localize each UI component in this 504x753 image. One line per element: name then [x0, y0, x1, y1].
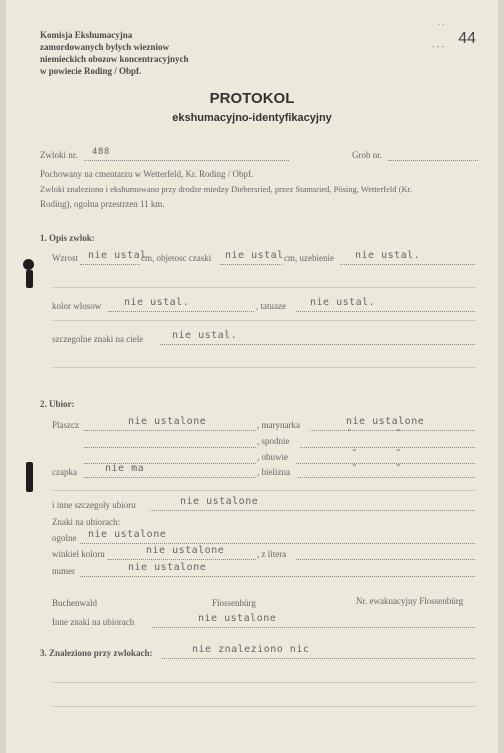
- page-number: 44: [458, 30, 476, 47]
- wzrost-value: nie ustal: [88, 250, 147, 261]
- ditto-mark: ": [396, 428, 402, 437]
- header-line-2: zamordowanych bylych wiezniow: [40, 42, 169, 52]
- zwloki-line: [84, 160, 289, 161]
- litera-line: [296, 559, 475, 560]
- binder-hole: [23, 259, 34, 270]
- winkiel-value: nie ustalone: [146, 545, 225, 556]
- intro-line-2: Zwloki znaleziono i ekshumowano przy drodze miedzy Diebersried, przez Stamsried, Pösing, Wetterfeld (Kr.: [40, 184, 413, 194]
- ditto-mark: ": [396, 463, 402, 472]
- corner-marks-top: . .: [438, 18, 444, 27]
- blank-line: [52, 490, 475, 491]
- flossenburg-label: Flossenbürg: [212, 598, 256, 608]
- znaki-label: szczegolne znaki na ciele: [52, 334, 144, 344]
- nr-ewakuacyjny-label: Nr. ewakuacyjny Flossenbürg: [356, 596, 464, 606]
- litera-label: , z litera: [257, 549, 287, 559]
- inne-znaki-value: nie ustalone: [198, 613, 277, 624]
- grob-label: Grob nr.: [352, 150, 382, 160]
- numer-line: [80, 576, 475, 577]
- inne-znaki-label: Inne znaki na ubiorach: [52, 617, 135, 627]
- ogolne-label: ogolne: [52, 533, 77, 543]
- section-3-value: nie znaleziono nic: [192, 644, 310, 655]
- tatuaze-line: [296, 311, 475, 312]
- znaki-ubior-label: Znaki na ubiorach:: [52, 517, 120, 527]
- wzrost-label: Wzrost: [52, 253, 78, 263]
- intro-line-1: Pochowany na cmentarzu w Wetterfeld, Kr. Roding / Obpf.: [40, 169, 254, 179]
- kolor-label: kolor wlosow: [52, 301, 102, 311]
- ditto-mark: ": [352, 463, 358, 472]
- znaki-line: [160, 344, 475, 345]
- plaszcz-label: Plaszcz: [52, 420, 79, 430]
- cm-label-2: cm, uzebienie: [284, 253, 334, 263]
- numer-label: numer: [52, 566, 75, 576]
- czapka-line: [84, 477, 256, 478]
- header-line-3: niemieckich obozow koncentracyjnych: [40, 54, 189, 64]
- blank-line: [52, 706, 475, 707]
- ditto-mark: ": [396, 448, 402, 457]
- cm-label-1: cm, objetosc czaski: [141, 253, 212, 263]
- ogolne-value: nie ustalone: [88, 529, 167, 540]
- ditto-mark: ": [347, 428, 353, 437]
- tatuaze-value: nie ustal.: [310, 297, 376, 308]
- spodnie-label: , spodnie: [257, 436, 290, 446]
- inne-line: [150, 510, 475, 511]
- plaszcz-line: [84, 430, 256, 431]
- obuwie-label: , obuwie: [257, 452, 288, 462]
- kolor-value: nie ustal.: [124, 297, 190, 308]
- zwloki-label: Zwloki nr.: [40, 150, 78, 160]
- inne-label: i inne szczegoly ubioru: [52, 500, 136, 510]
- blank-line: [52, 320, 475, 321]
- inne-value: nie ustalone: [180, 496, 259, 507]
- ditto-mark: ": [352, 448, 358, 457]
- winkiel-label: winkiel koloru: [52, 549, 105, 559]
- section-2-heading: 2. Ubior:: [40, 399, 75, 409]
- czaszka-line: [220, 264, 282, 265]
- uzebienie-line: [340, 264, 475, 265]
- uzebienie-value: nie ustal.: [355, 250, 421, 261]
- wzrost-line: [80, 264, 140, 265]
- intro-line-3: Roding), ogolna przestrzen 11 km.: [40, 199, 165, 209]
- marynarka-value: nie ustalone: [346, 416, 425, 427]
- blank-line: [52, 287, 475, 288]
- blank-dotted-line: [84, 447, 256, 448]
- ogolne-line: [80, 543, 475, 544]
- kolor-line: [108, 311, 254, 312]
- corner-marks-bottom: - - -: [432, 42, 444, 51]
- inne-znaki-line: [152, 627, 475, 628]
- marynarka-line: [310, 430, 475, 431]
- marynarka-label: , marynarka: [257, 420, 300, 430]
- bielizna-label: , bielizna: [257, 467, 290, 477]
- document-subtitle: ekshumacyjno-identyfikacyjny: [172, 112, 332, 124]
- znaki-value: nie ustal.: [172, 330, 238, 341]
- spodnie-line: [300, 447, 475, 448]
- binder-hole: [26, 270, 33, 288]
- zwloki-value: 488: [92, 147, 110, 157]
- bielizna-line: [298, 477, 475, 478]
- tatuaze-label: , tatuaze: [256, 301, 286, 311]
- buchenwald-label: Buchenwald: [52, 598, 97, 608]
- winkiel-line: [108, 559, 256, 560]
- document-title: PROTOKOL: [209, 90, 295, 107]
- section-1-heading: 1. Opis zwlok:: [40, 233, 95, 243]
- obuwie-line: [296, 463, 475, 464]
- binder-hole: [26, 462, 33, 492]
- plaszcz-value: nie ustalone: [128, 416, 207, 427]
- czapka-value: nie ma: [105, 463, 145, 474]
- blank-line: [52, 367, 475, 368]
- header-line-1: Komisja Ekshumacyjna: [40, 30, 133, 40]
- section-3-line: [162, 658, 475, 659]
- grob-line: [388, 160, 478, 161]
- section-3-heading: 3. Znaleziono przy zwlokach:: [40, 648, 153, 658]
- blank-line: [52, 682, 475, 683]
- czaszka-value: nie ustal: [225, 250, 284, 261]
- czapka-label: czapka: [52, 467, 77, 477]
- header-line-4: w powiecie Roding / Obpf.: [40, 66, 142, 76]
- numer-value: nie ustalone: [128, 562, 207, 573]
